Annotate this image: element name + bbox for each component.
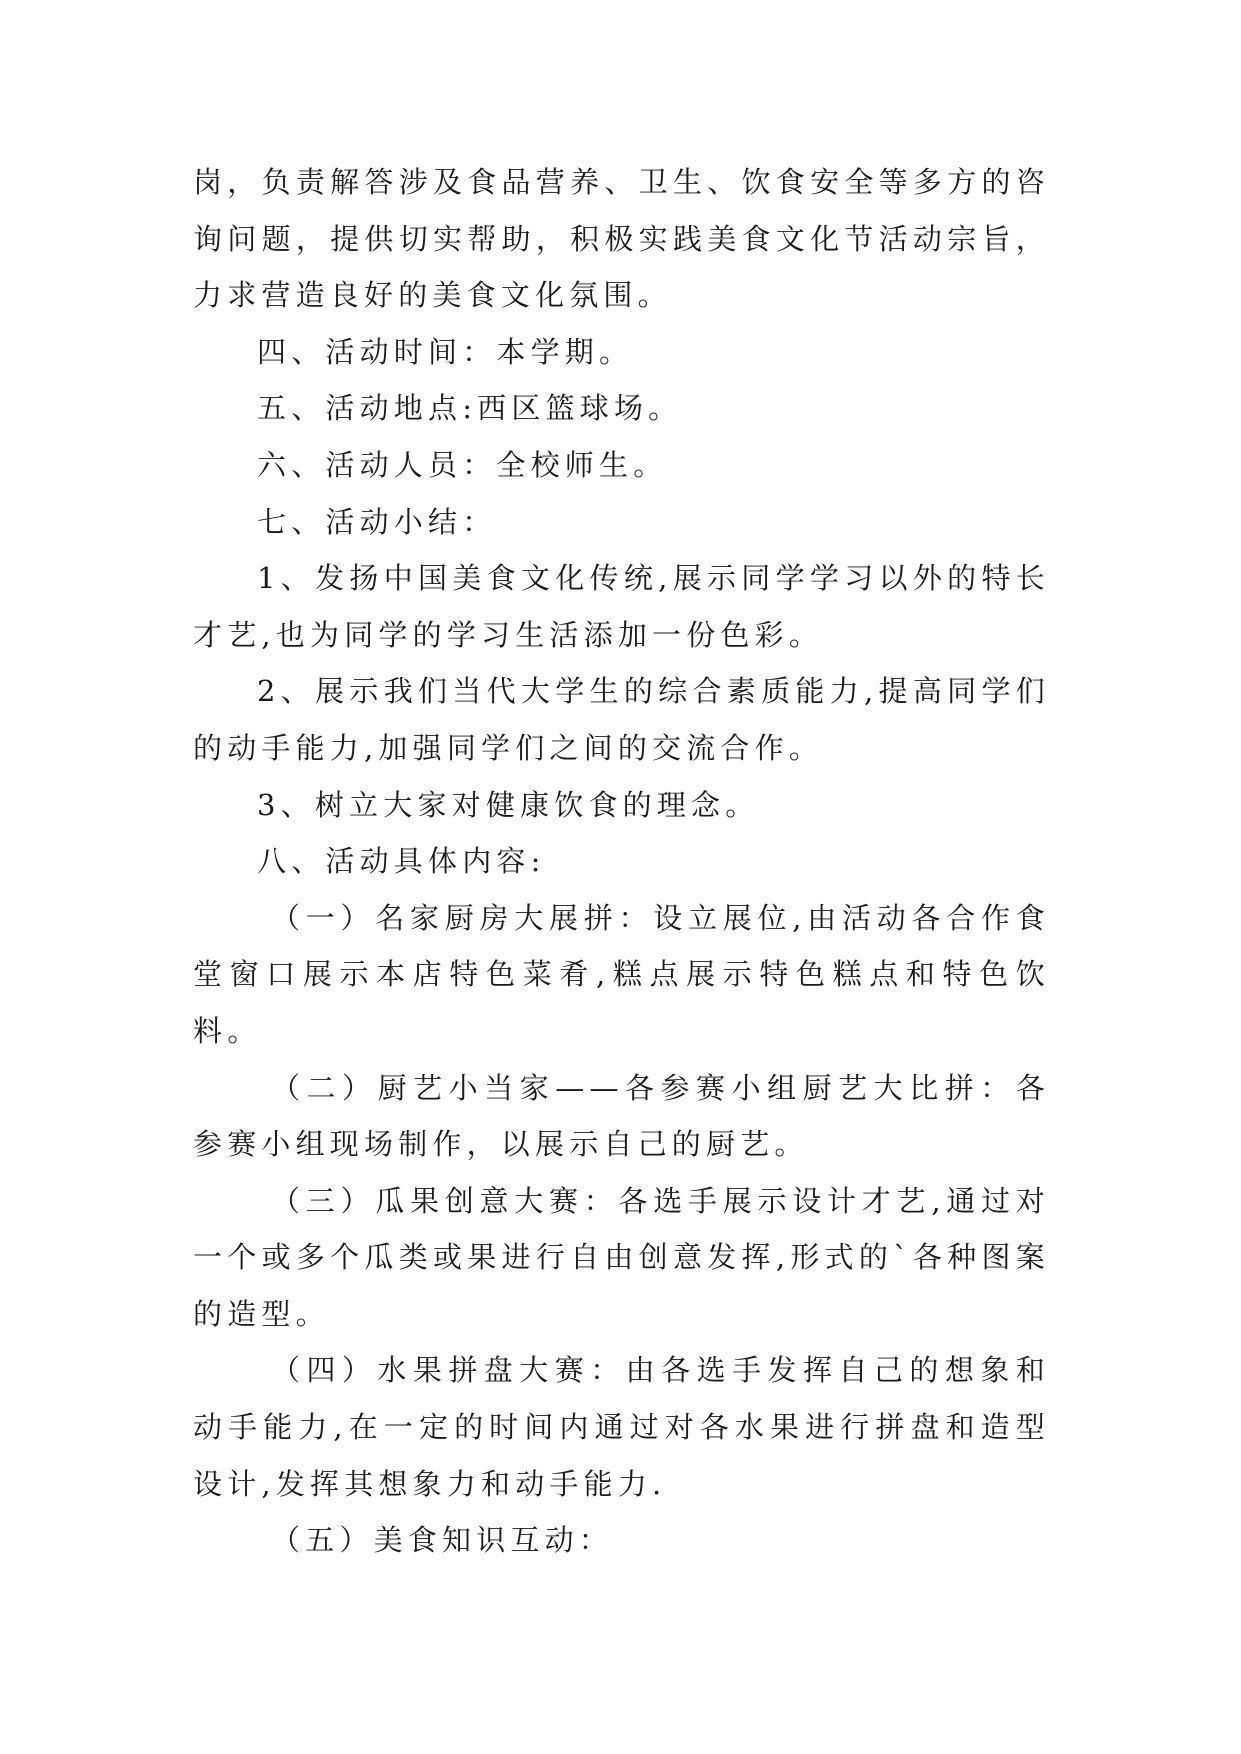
paragraph-activity-participants: 六、活动人员：全校师生。 <box>257 447 668 482</box>
content-item-1: （一）名家厨房大展拼：设立展位,由活动各合作食堂窗口展示本店特色菜肴,糕点展示特色糕点和特色饮料。 <box>193 900 1050 1048</box>
paragraph-activity-time: 四、活动时间：本学期。 <box>257 334 634 369</box>
summary-item-3: 3、树立大家对健康饮食的理念。 <box>257 787 760 822</box>
summary-item-1: 1、发扬中国美食文化传统,展示同学学习以外的特长才艺,也为同学的学习生活添加一份色彩。 <box>193 561 1050 652</box>
content-item-3: （三）瓜果创意大赛：各选手展示设计才艺,通过对一个或多个瓜类或果进行自由创意发挥,形式的`各种图案的造型。 <box>193 1183 1050 1331</box>
heading-activity-summary: 七、活动小结： <box>257 504 497 539</box>
content-item-4: （四）水果拼盘大赛：由各选手发挥自己的想象和动手能力,在一定的时间内通过对各水果进行拼盘和造型设计,发挥其想象力和动手能力. <box>193 1353 1050 1501</box>
content-item-2: （二）厨艺小当家——各参赛小组厨艺大比拼：各参赛小组现场制作，以展示自己的厨艺。 <box>193 1070 1050 1162</box>
paragraph-activity-location: 五、活动地点:西区篮球场。 <box>257 391 683 426</box>
heading-activity-content: 八、活动具体内容: <box>257 844 546 879</box>
content-item-5: （五）美食知识互动： <box>271 1523 614 1558</box>
summary-item-2: 2、展示我们当代大学生的综合素质能力,提高同学们的动手能力,加强同学们之间的交流合作。 <box>193 674 1050 765</box>
document-body <box>193 154 1050 1569</box>
paragraph-continuation: 岗，负责解答涉及食品营养、卫生、饮食安全等多方的咨询问题，提供切实帮助，积极实践美食文化节活动宗旨，力求营造良好的美食文化氛围。 <box>193 165 1050 313</box>
